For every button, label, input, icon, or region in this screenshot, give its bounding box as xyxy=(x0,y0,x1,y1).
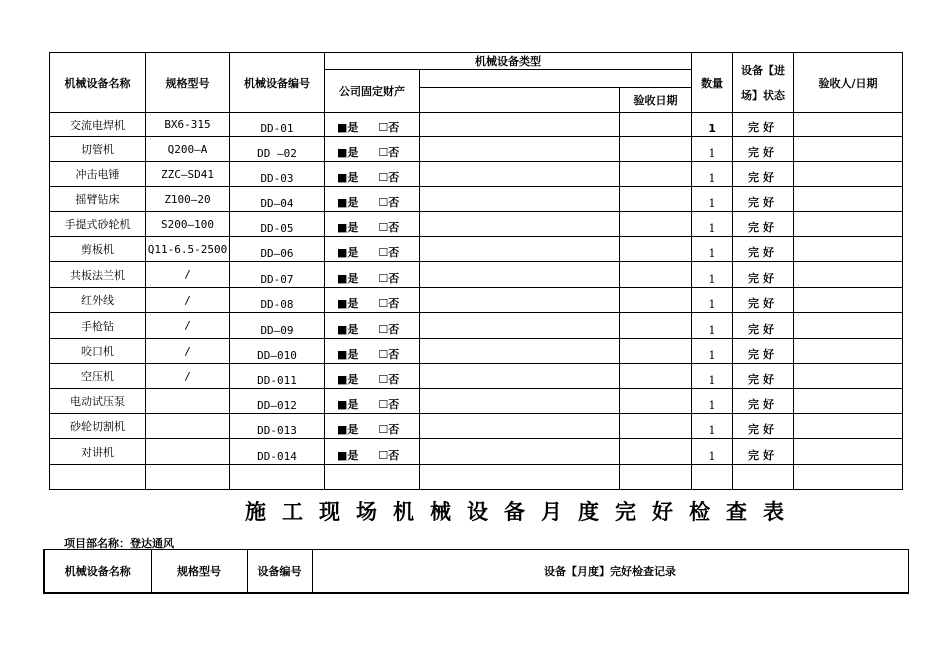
header-quantity: 数量 xyxy=(692,53,733,113)
type-detail xyxy=(420,364,620,389)
acceptance-date xyxy=(620,313,692,339)
equipment-spec: S200—100 xyxy=(146,212,230,237)
table-row xyxy=(50,212,903,237)
no-checkbox[interactable]: ☐ xyxy=(378,398,389,411)
acceptance-date xyxy=(620,364,692,389)
entry-status: 完好 xyxy=(733,262,794,288)
entry-status: 完好 xyxy=(733,414,794,439)
entry-status: 完好 xyxy=(733,212,794,237)
equipment-code: DD-07 xyxy=(230,262,325,288)
entry-status: 完好 xyxy=(733,187,794,212)
equipment-spec: Q200—A xyxy=(146,137,230,162)
table-row xyxy=(50,237,903,262)
yes-label: 是 xyxy=(347,146,359,159)
equipment-code: DD-05 xyxy=(230,212,325,237)
table-row xyxy=(50,113,903,137)
yes-checkbox[interactable]: ■ xyxy=(337,121,348,134)
no-checkbox[interactable]: ☐ xyxy=(378,423,389,436)
header-entry-status-line1: 设备【进 xyxy=(741,63,786,77)
table-row xyxy=(50,262,903,288)
fixed-asset-choice xyxy=(325,113,420,137)
quantity: 1 xyxy=(692,364,733,389)
no-checkbox[interactable]: ☐ xyxy=(378,171,389,184)
blank-cell xyxy=(325,465,420,490)
project-name: 登达通风 xyxy=(130,537,174,550)
yes-checkbox[interactable]: ■ xyxy=(337,196,348,209)
sub-header-equipment-name: 机械设备名称 xyxy=(44,550,151,594)
equipment-spec xyxy=(146,439,230,465)
equipment-name: 共板法兰机 xyxy=(50,262,146,288)
yes-label: 是 xyxy=(347,449,359,462)
equipment-spec: / xyxy=(146,339,230,364)
entry-status: 完好 xyxy=(733,364,794,389)
acceptance-date xyxy=(620,212,692,237)
yes-label: 是 xyxy=(347,297,359,310)
header-blank xyxy=(420,70,692,88)
quantity: 1 xyxy=(692,439,733,465)
blank-cell xyxy=(50,465,146,490)
yes-checkbox[interactable]: ■ xyxy=(337,323,348,336)
type-detail xyxy=(420,212,620,237)
yes-checkbox[interactable]: ■ xyxy=(337,171,348,184)
yes-label: 是 xyxy=(347,373,359,386)
fixed-asset-choice xyxy=(325,313,420,339)
sub-header-spec: 规格型号 xyxy=(151,550,247,594)
no-label: 否 xyxy=(388,121,400,134)
entry-status: 完好 xyxy=(733,162,794,187)
quantity: 1 xyxy=(692,288,733,313)
equipment-name: 对讲机 xyxy=(50,439,146,465)
equipment-name: 电动试压泵 xyxy=(50,389,146,414)
no-checkbox[interactable]: ☐ xyxy=(378,348,389,361)
entry-status: 完好 xyxy=(733,439,794,465)
yes-checkbox[interactable]: ■ xyxy=(337,348,348,361)
equipment-code: DD—06 xyxy=(230,237,325,262)
header-equipment-code: 机械设备编号 xyxy=(230,53,325,113)
table-row xyxy=(50,339,903,364)
equipment-code: DD-08 xyxy=(230,288,325,313)
acceptor-date xyxy=(794,414,903,439)
quantity: 1 xyxy=(692,414,733,439)
equipment-code: DD-011 xyxy=(230,364,325,389)
table-row xyxy=(50,137,903,162)
yes-checkbox[interactable]: ■ xyxy=(337,398,348,411)
acceptance-date xyxy=(620,162,692,187)
fixed-asset-choice xyxy=(325,414,420,439)
acceptor-date xyxy=(794,262,903,288)
no-label: 否 xyxy=(388,297,400,310)
quantity: 1 xyxy=(692,212,733,237)
monthly-inspection-table xyxy=(43,549,909,594)
header-entry-status-line2: 场】状态 xyxy=(741,88,786,102)
acceptance-date xyxy=(620,339,692,364)
yes-label: 是 xyxy=(347,323,359,336)
equipment-code: DD—010 xyxy=(230,339,325,364)
yes-checkbox[interactable]: ■ xyxy=(337,297,348,310)
table-row xyxy=(50,439,903,465)
acceptor-date xyxy=(794,389,903,414)
type-detail xyxy=(420,137,620,162)
equipment-code: DD-03 xyxy=(230,162,325,187)
equipment-code: DD—012 xyxy=(230,389,325,414)
blank-cell xyxy=(230,465,325,490)
no-label: 否 xyxy=(388,272,400,285)
equipment-spec xyxy=(146,389,230,414)
table-row xyxy=(50,162,903,187)
equipment-spec: / xyxy=(146,288,230,313)
quantity: 1 xyxy=(692,137,733,162)
no-checkbox[interactable]: ☐ xyxy=(378,272,389,285)
no-label: 否 xyxy=(388,373,400,386)
equipment-code: DD —02 xyxy=(230,137,325,162)
no-label: 否 xyxy=(388,171,400,184)
yes-label: 是 xyxy=(347,196,359,209)
table-row xyxy=(50,414,903,439)
entry-status: 完好 xyxy=(733,237,794,262)
blank-cell xyxy=(420,465,620,490)
no-label: 否 xyxy=(388,246,400,259)
header-blank-sub xyxy=(420,88,620,113)
acceptor-date xyxy=(794,113,903,137)
type-detail xyxy=(420,113,620,137)
acceptor-date xyxy=(794,187,903,212)
no-label: 否 xyxy=(388,323,400,336)
type-detail xyxy=(420,288,620,313)
equipment-name: 红外线 xyxy=(50,288,146,313)
sub-header-code: 设备编号 xyxy=(247,550,312,594)
equipment-code: DD-014 xyxy=(230,439,325,465)
header-fixed-asset: 公司固定财产 xyxy=(325,70,420,113)
project-label: 项目部名称： xyxy=(64,537,130,550)
fixed-asset-choice xyxy=(325,439,420,465)
no-checkbox[interactable]: ☐ xyxy=(378,121,389,134)
acceptance-date xyxy=(620,439,692,465)
quantity: 1 xyxy=(692,187,733,212)
equipment-code: DD—09 xyxy=(230,313,325,339)
entry-status: 完好 xyxy=(733,288,794,313)
quantity: 1 xyxy=(692,262,733,288)
equipment-spec xyxy=(146,414,230,439)
fixed-asset-choice xyxy=(325,262,420,288)
acceptor-date xyxy=(794,313,903,339)
blank-cell xyxy=(692,465,733,490)
acceptor-date xyxy=(794,439,903,465)
fixed-asset-choice xyxy=(325,212,420,237)
no-label: 否 xyxy=(388,348,400,361)
header-equipment-type: 机械设备类型 xyxy=(325,53,692,70)
no-checkbox[interactable]: ☐ xyxy=(378,373,389,386)
no-label: 否 xyxy=(388,196,400,209)
yes-checkbox[interactable]: ■ xyxy=(337,423,348,436)
fixed-asset-choice xyxy=(325,389,420,414)
equipment-acceptance-table xyxy=(49,52,903,490)
equipment-name: 砂轮切割机 xyxy=(50,414,146,439)
quantity: 1 xyxy=(692,313,733,339)
no-checkbox[interactable]: ☐ xyxy=(378,221,389,234)
document-title: 施工现场机械设备月度完好检查表 xyxy=(245,500,800,524)
equipment-spec: Z100—20 xyxy=(146,187,230,212)
header-entry-status xyxy=(733,53,794,113)
type-detail xyxy=(420,389,620,414)
yes-label: 是 xyxy=(347,121,359,134)
no-label: 否 xyxy=(388,449,400,462)
entry-status: 完好 xyxy=(733,113,794,137)
type-detail xyxy=(420,187,620,212)
header-acceptor-date: 验收人/日期 xyxy=(794,53,903,113)
fixed-asset-choice xyxy=(325,288,420,313)
table-row xyxy=(50,313,903,339)
type-detail xyxy=(420,262,620,288)
type-detail xyxy=(420,162,620,187)
acceptor-date xyxy=(794,212,903,237)
equipment-name: 交流电焊机 xyxy=(50,113,146,137)
entry-status: 完好 xyxy=(733,389,794,414)
fixed-asset-choice xyxy=(325,187,420,212)
acceptor-date xyxy=(794,288,903,313)
fixed-asset-choice xyxy=(325,162,420,187)
no-label: 否 xyxy=(388,221,400,234)
blank-cell xyxy=(620,465,692,490)
acceptance-date xyxy=(620,113,692,137)
equipment-name: 手提式砂轮机 xyxy=(50,212,146,237)
acceptance-date xyxy=(620,288,692,313)
quantity: 1 xyxy=(692,237,733,262)
table-row xyxy=(50,389,903,414)
fixed-asset-choice xyxy=(325,137,420,162)
equipment-name: 咬口机 xyxy=(50,339,146,364)
blank-cell xyxy=(733,465,794,490)
no-checkbox[interactable]: ☐ xyxy=(378,449,389,462)
fixed-asset-choice xyxy=(325,339,420,364)
equipment-code: DD-01 xyxy=(230,113,325,137)
table-row-blank xyxy=(50,465,903,490)
type-detail xyxy=(420,339,620,364)
sub-header-monthly-record: 设备【月度】完好检查记录 xyxy=(312,550,908,594)
no-checkbox[interactable]: ☐ xyxy=(378,146,389,159)
no-checkbox[interactable]: ☐ xyxy=(378,323,389,336)
yes-label: 是 xyxy=(347,171,359,184)
equipment-code: DD—04 xyxy=(230,187,325,212)
yes-checkbox[interactable]: ■ xyxy=(337,373,348,386)
equipment-spec: ZZC—SD41 xyxy=(146,162,230,187)
no-label: 否 xyxy=(388,146,400,159)
equipment-name: 空压机 xyxy=(50,364,146,389)
acceptor-date xyxy=(794,237,903,262)
equipment-code: DD-013 xyxy=(230,414,325,439)
equipment-spec: / xyxy=(146,364,230,389)
type-detail xyxy=(420,237,620,262)
no-checkbox[interactable]: ☐ xyxy=(378,246,389,259)
acceptance-date xyxy=(620,262,692,288)
acceptor-date xyxy=(794,162,903,187)
entry-status: 完好 xyxy=(733,313,794,339)
type-detail xyxy=(420,414,620,439)
table-row xyxy=(50,187,903,212)
acceptor-date xyxy=(794,364,903,389)
equipment-name: 切管机 xyxy=(50,137,146,162)
acceptor-date xyxy=(794,137,903,162)
equipment-spec: Q11-6.5-2500 xyxy=(146,237,230,262)
quantity: 1 xyxy=(692,339,733,364)
acceptor-date xyxy=(794,339,903,364)
equipment-name: 手枪钻 xyxy=(50,313,146,339)
header-equipment-name: 机械设备名称 xyxy=(50,53,146,113)
yes-checkbox[interactable]: ■ xyxy=(337,449,348,462)
yes-checkbox[interactable]: ■ xyxy=(337,221,348,234)
equipment-spec: / xyxy=(146,262,230,288)
header-spec: 规格型号 xyxy=(146,53,230,113)
yes-label: 是 xyxy=(347,348,359,361)
quantity: 1 xyxy=(692,113,733,137)
blank-cell xyxy=(794,465,903,490)
quantity: 1 xyxy=(692,162,733,187)
header-acceptance-date: 验收日期 xyxy=(620,88,692,113)
acceptance-date xyxy=(620,389,692,414)
fixed-asset-choice xyxy=(325,237,420,262)
acceptance-date xyxy=(620,414,692,439)
table-row xyxy=(50,288,903,313)
yes-label: 是 xyxy=(347,423,359,436)
no-checkbox[interactable]: ☐ xyxy=(378,297,389,310)
type-detail xyxy=(420,439,620,465)
yes-checkbox[interactable]: ■ xyxy=(337,272,348,285)
fixed-asset-choice xyxy=(325,364,420,389)
equipment-spec: / xyxy=(146,313,230,339)
yes-label: 是 xyxy=(347,398,359,411)
equipment-spec: BX6-315 xyxy=(146,113,230,137)
acceptance-date xyxy=(620,187,692,212)
acceptance-date xyxy=(620,237,692,262)
entry-status: 完好 xyxy=(733,137,794,162)
no-checkbox[interactable]: ☐ xyxy=(378,196,389,209)
blank-cell xyxy=(146,465,230,490)
no-label: 否 xyxy=(388,398,400,411)
equipment-name: 剪板机 xyxy=(50,237,146,262)
yes-checkbox[interactable]: ■ xyxy=(337,246,348,259)
entry-status: 完好 xyxy=(733,339,794,364)
table-row xyxy=(50,364,903,389)
yes-checkbox[interactable]: ■ xyxy=(337,146,348,159)
yes-label: 是 xyxy=(347,246,359,259)
yes-label: 是 xyxy=(347,272,359,285)
type-detail xyxy=(420,313,620,339)
equipment-name: 摇臂钻床 xyxy=(50,187,146,212)
quantity: 1 xyxy=(692,389,733,414)
no-label: 否 xyxy=(388,423,400,436)
acceptance-date xyxy=(620,137,692,162)
equipment-name: 冲击电锤 xyxy=(50,162,146,187)
yes-label: 是 xyxy=(347,221,359,234)
